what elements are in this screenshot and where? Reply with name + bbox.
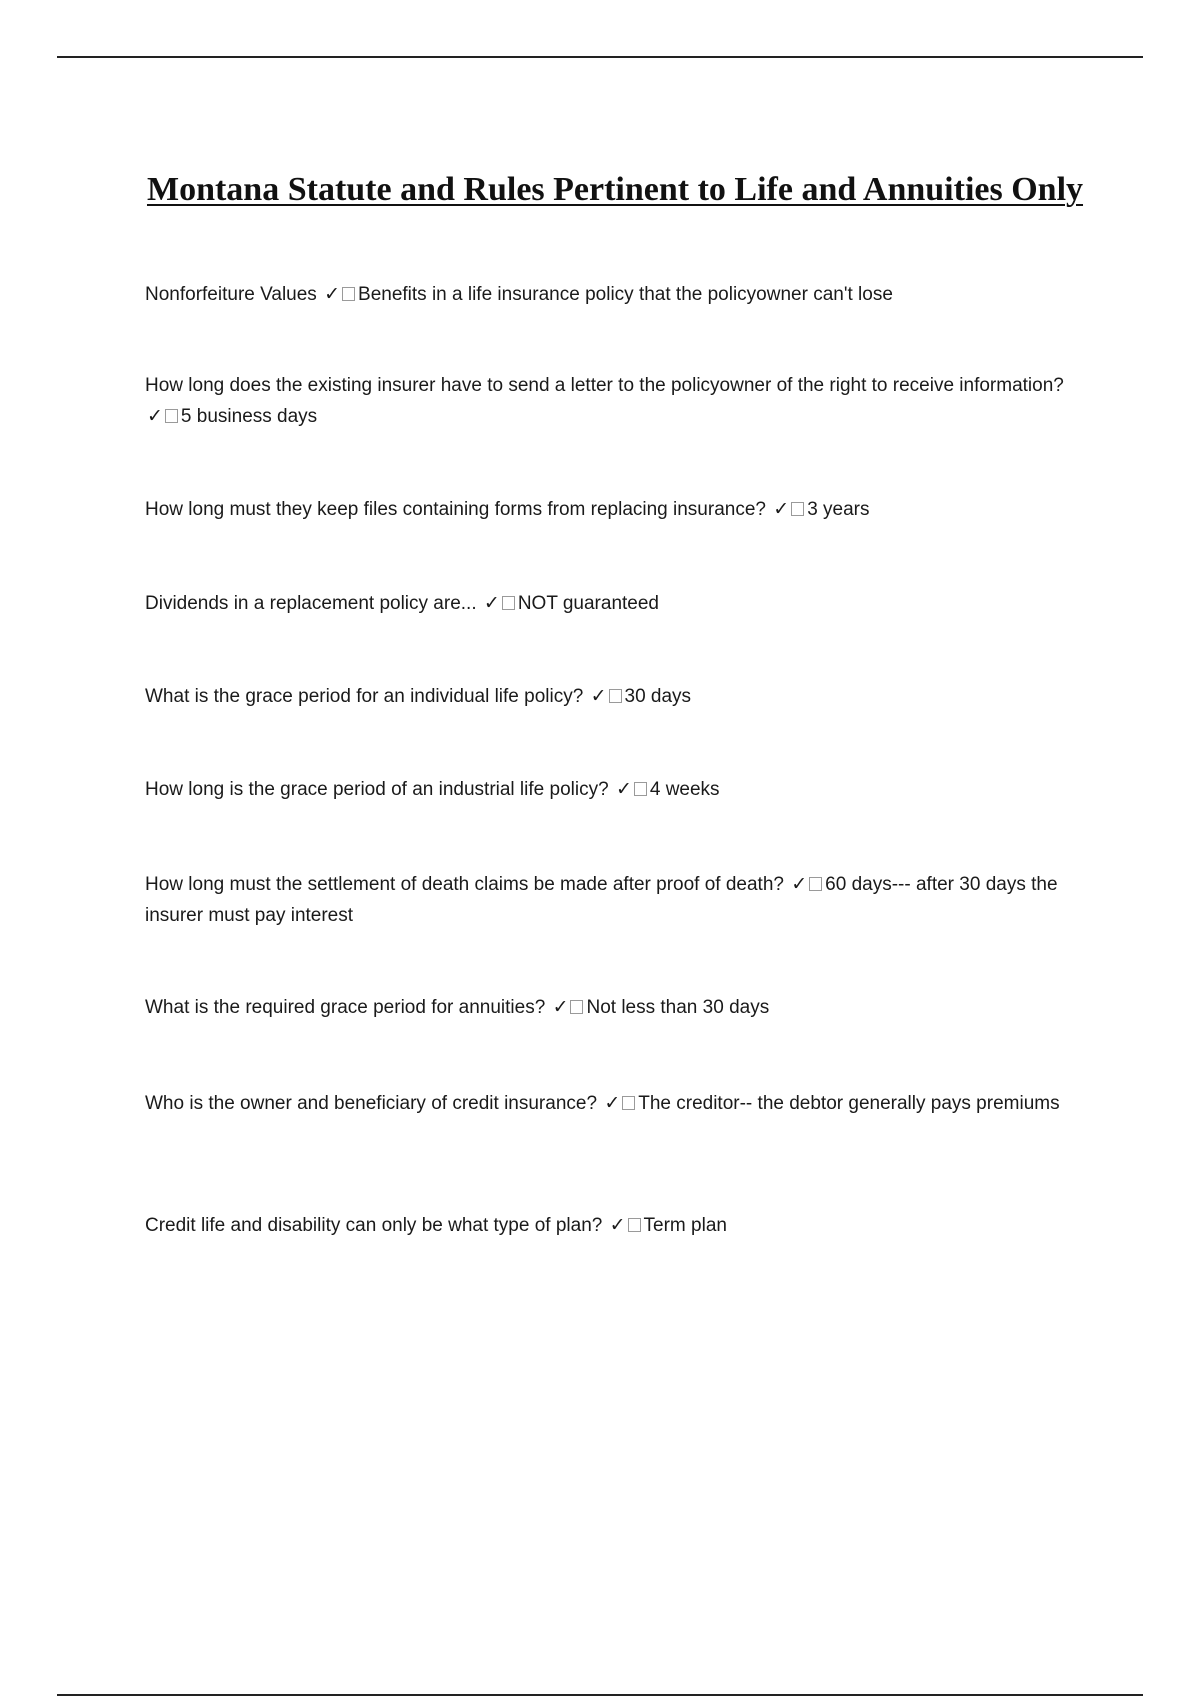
checkmark-icon: ✓: [483, 592, 500, 614]
question-text: What is the grace period for an individual life policy?: [145, 686, 584, 707]
checkmark-icon: ✓: [773, 498, 790, 520]
checkbox-glyph-icon: [609, 689, 622, 703]
answer-text: 4 weeks: [649, 779, 720, 800]
answer-text: 3 years: [807, 499, 870, 520]
checkmark-icon: ✓: [609, 1214, 626, 1236]
checkmark-icon: ✓: [590, 685, 607, 707]
top-rule: [57, 56, 1143, 58]
answer-text: NOT guaranteed: [517, 593, 659, 614]
question-text: How long is the grace period of an industrial life policy?: [145, 779, 609, 800]
question-text: What is the required grace period for annuities?: [145, 997, 546, 1018]
question-text: How long must the settlement of death claims be made after proof of death?: [145, 874, 784, 895]
checkmark-icon: ✓: [791, 873, 808, 895]
checkmark-icon: ✓: [552, 996, 569, 1018]
bottom-rule: [57, 1694, 1143, 1696]
qa-item-8: [145, 992, 1075, 1023]
qa-item-4: [145, 588, 1075, 619]
qa-item-6: [145, 774, 1075, 805]
checkmark-icon: ✓: [147, 405, 163, 427]
question-text: How long does the existing insurer have to send a letter to the policyowner of the right to receive information?: [145, 375, 1064, 396]
question-text: Dividends in a replacement policy are...: [145, 593, 477, 614]
answer-text: 60 days--- after 30 days the insurer must pay interest: [145, 874, 1058, 926]
question-text: Credit life and disability can only be what type of plan?: [145, 1215, 603, 1236]
answer-text: Benefits in a life insurance policy that the policyowner can't lose: [358, 284, 893, 305]
checkmark-icon: ✓: [604, 1092, 621, 1114]
document-title: Montana Statute and Rules Pertinent to Life and Annuities Only: [146, 171, 1084, 208]
checkbox-glyph-icon: [809, 877, 822, 891]
qa-item-9: [145, 1088, 1075, 1119]
qa-item-2: [145, 370, 1075, 432]
answer-text: 5 business days: [180, 406, 318, 427]
checkmark-icon: ✓: [615, 778, 632, 800]
qa-item-10: [145, 1210, 1075, 1241]
checkmark-icon: ✓: [324, 283, 341, 305]
answer-text: Not less than 30 days: [586, 997, 770, 1018]
answer-text: Term plan: [643, 1215, 727, 1236]
checkbox-glyph-icon: [165, 409, 178, 423]
answer-text: 30 days: [624, 686, 692, 707]
checkbox-glyph-icon: [622, 1096, 635, 1110]
question-text: Nonforfeiture Values: [145, 284, 317, 305]
qa-item-7: [145, 869, 1075, 931]
checkbox-glyph-icon: [502, 596, 515, 610]
qa-item-1: [145, 279, 1075, 310]
qa-item-5: [145, 681, 1075, 712]
question-text: Who is the owner and beneficiary of credit insurance?: [145, 1093, 598, 1114]
question-text: How long must they keep files containing forms from replacing insurance?: [145, 499, 766, 520]
checkbox-glyph-icon: [791, 502, 804, 516]
answer-text: The creditor-- the debtor generally pays premiums: [638, 1093, 1060, 1114]
checkbox-glyph-icon: [628, 1218, 641, 1232]
checkbox-glyph-icon: [342, 287, 355, 301]
qa-item-3: [145, 494, 1075, 525]
checkbox-glyph-icon: [634, 782, 647, 796]
checkbox-glyph-icon: [570, 1000, 583, 1014]
